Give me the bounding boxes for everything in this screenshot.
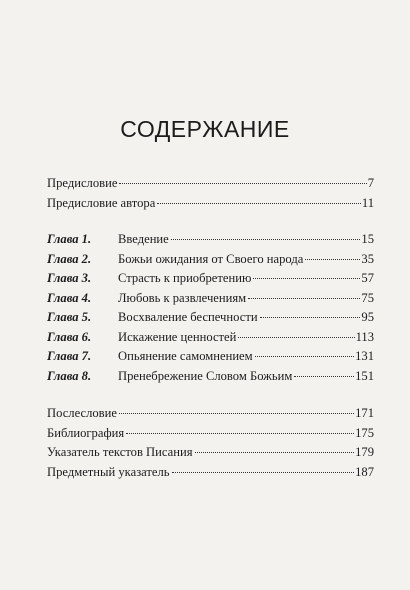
chapter-number: Глава 2.	[47, 251, 92, 266]
entry-page: 179	[355, 445, 374, 459]
spacer	[47, 215, 374, 232]
entry-page: 95	[361, 310, 374, 324]
chapter-number: Глава 1.	[47, 232, 92, 246]
entry-page: 11	[361, 195, 374, 210]
entry-page: 171	[355, 406, 374, 420]
toc-entry	[47, 349, 374, 369]
toc-entry	[47, 252, 374, 272]
dot-leader	[260, 317, 361, 318]
toc-entry	[47, 291, 374, 311]
chapter-number: Глава 8.	[47, 368, 92, 383]
back-matter	[47, 406, 374, 484]
dot-leader	[195, 452, 355, 453]
toc-entry	[47, 445, 374, 465]
dot-leader	[305, 259, 360, 260]
toc-entry	[47, 406, 374, 426]
toc-entry	[47, 330, 374, 350]
entry-title: Предисловие	[47, 176, 118, 190]
dot-leader	[238, 337, 354, 338]
toc-entry	[47, 196, 374, 216]
entry-title: Опьянение самомнением	[118, 349, 253, 363]
dot-leader	[248, 298, 360, 299]
chapter-number: Глава 3.	[47, 271, 92, 285]
entry-page: 57	[361, 271, 374, 285]
entry-title: Предисловие автора	[47, 195, 156, 210]
toc-entry	[47, 232, 374, 252]
chapter-number: Глава 6.	[47, 329, 92, 344]
chapter-number: Глава 4.	[47, 290, 92, 305]
entry-title: Послесловие	[47, 406, 117, 420]
entry-page: 187	[355, 464, 374, 479]
entry-title: Указатель текстов Писания	[47, 445, 193, 459]
dot-leader	[157, 203, 361, 204]
dot-leader	[172, 472, 355, 473]
entry-title: Страсть к приобретению	[118, 271, 252, 285]
entry-page: 113	[355, 329, 374, 344]
spacer	[47, 388, 374, 406]
chapter-number: Глава 7.	[47, 349, 92, 363]
entry-title: Любовь к развлечениям	[118, 290, 247, 305]
toc-entry	[47, 271, 374, 291]
entry-page: 151	[355, 368, 374, 383]
entry-title: Введение	[118, 232, 169, 246]
entry-page: 35	[361, 251, 374, 266]
entry-title: Божьи ожидания от Своего народа	[118, 251, 304, 266]
entry-title: Библиография	[47, 425, 125, 440]
dot-leader	[126, 433, 354, 434]
toc-entry	[47, 369, 374, 389]
dot-leader	[119, 183, 366, 184]
toc-entry	[47, 426, 374, 446]
entry-title: Искажение ценностей	[118, 329, 237, 344]
dot-leader	[294, 376, 354, 377]
toc-entry	[47, 465, 374, 485]
entry-page: 7	[367, 176, 374, 190]
front-matter	[47, 176, 374, 215]
dot-leader	[119, 413, 354, 414]
entry-page: 75	[361, 290, 374, 305]
entry-title: Восхваление беспечности	[118, 310, 258, 324]
toc-entry	[47, 176, 374, 196]
chapter-number: Глава 5.	[47, 310, 92, 324]
entry-title: Предметный указатель	[47, 464, 170, 479]
page-title: СОДЕРЖАНИЕ	[120, 116, 290, 142]
entry-page: 175	[355, 425, 374, 440]
entry-page: 15	[361, 232, 374, 246]
table-of-contents	[47, 176, 374, 484]
dot-leader	[171, 239, 361, 240]
dot-leader	[255, 356, 354, 357]
entry-page: 131	[355, 349, 374, 363]
toc-entry	[47, 310, 374, 330]
dot-leader	[253, 278, 360, 279]
entry-title: Пренебрежение Словом Божьим	[118, 368, 293, 383]
chapters	[47, 232, 374, 388]
